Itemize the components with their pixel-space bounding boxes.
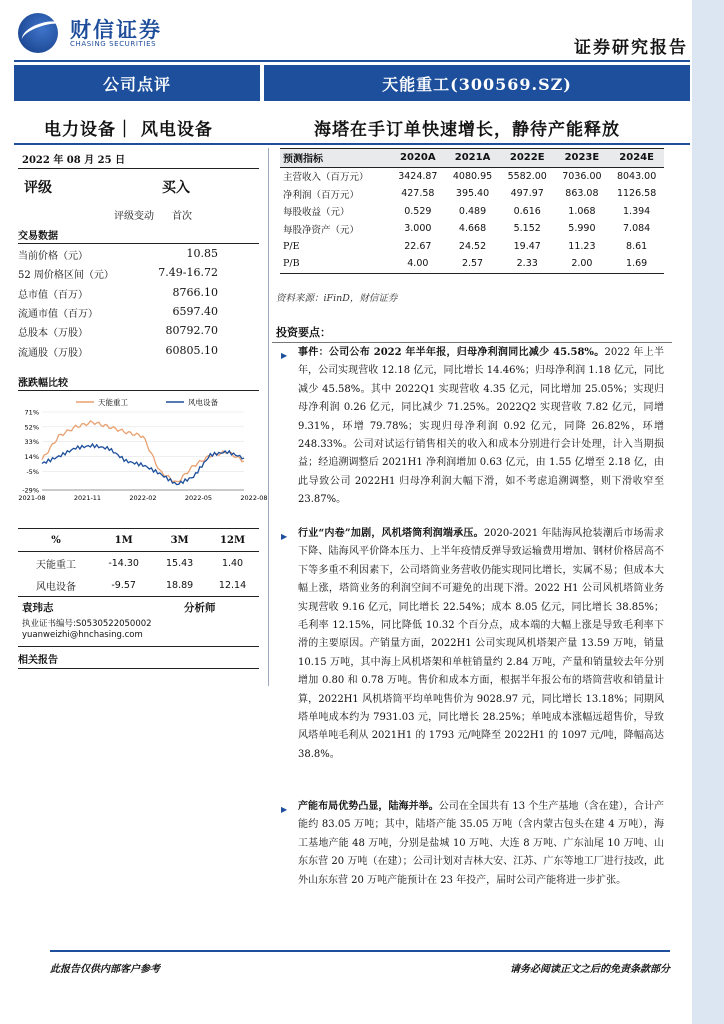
legend-label: 天能重工 xyxy=(98,398,128,407)
highlight-paragraph xyxy=(298,525,664,764)
analyst-role: 分析师 xyxy=(184,602,216,614)
trading-data-label: 流通市值（百万） xyxy=(18,308,98,320)
forecast-value: 5.990 xyxy=(568,223,596,235)
bullet-icon: ▶ xyxy=(281,351,288,360)
performance-value: 18.89 xyxy=(166,579,194,591)
company-logo-icon xyxy=(18,13,58,53)
forecast-value: 7.084 xyxy=(623,223,651,235)
performance-header-cell: 12M xyxy=(220,534,246,546)
forecast-value: 497.97 xyxy=(510,188,544,200)
x-tick-label: 2022-05 xyxy=(184,494,213,502)
report-category-band: 公司点评 xyxy=(14,65,260,101)
forecast-value: 2.57 xyxy=(461,258,484,270)
trading-data-value: 8766.10 xyxy=(172,285,218,299)
performance-name: 天能重工 xyxy=(36,559,77,571)
forecast-header-cell: 2024E xyxy=(619,152,654,164)
footer-disclaimer-left: 此报告仅供内部客户参考 xyxy=(50,964,160,975)
performance-name: 风电设备 xyxy=(36,581,77,593)
forecast-row xyxy=(280,185,664,203)
forecast-value: 8043.00 xyxy=(616,170,657,182)
performance-chart-title: 涨跌幅比较 xyxy=(18,378,68,389)
forecast-metric-label: 每股收益（元） xyxy=(283,207,350,219)
logo-english-text: CHASING SECURITIES xyxy=(70,40,157,48)
analyst-license: 执业证书编号:S0530522050002 xyxy=(22,619,152,629)
trading-data-value: 10.85 xyxy=(186,247,218,260)
trading-data-label: 当前价格（元） xyxy=(18,251,88,262)
decorative-side-strip xyxy=(692,0,724,1024)
related-reports-title: 相关报告 xyxy=(18,655,58,666)
performance-value: 15.43 xyxy=(166,557,194,569)
forecast-value: 3.000 xyxy=(404,223,432,235)
forecast-header-cell: 2020A xyxy=(400,152,436,164)
trading-data-label: 52 周价格区间（元） xyxy=(18,270,114,282)
forecast-metric-label: 净利润（百万元） xyxy=(283,189,360,201)
performance-header-cell: % xyxy=(51,534,61,546)
analyst-email[interactable]: yuanweizhi@hnchasing.com xyxy=(22,630,143,640)
forecast-header-cell: 预测指标 xyxy=(283,154,323,166)
footer-divider xyxy=(50,950,670,952)
forecast-header-cell: 2022E xyxy=(509,152,545,164)
y-tick-label: -29% xyxy=(22,486,39,495)
forecast-value: 0.616 xyxy=(513,205,541,217)
bullet-icon: ▶ xyxy=(281,532,288,541)
trading-data-label: 流通股（万股） xyxy=(18,347,88,359)
rating-label: 评级 xyxy=(24,180,52,196)
highlight-body: 2022 年上半年，公司实现营收 12.18 亿元，同比增长 14.46%；归母净利润 1.18 亿元，同比减少 45.58%。其中 2022Q1 实现营收 4.35 亿元，同比增加 25.05%；实现归母净利润 0.26 亿元，同比减少 71.25%。2022Q2 实现营收 7.82 亿元，同增 9.31%，环增 79.78%；实现归母净利润 0.92 亿元，同降 26.82%，环增 248.33%。公司对试运行销售相关的收入和成本分别进行会计处理，计入当期损益；经追溯调整后 2021H1 净利润增加 0.63 亿元，由 1.55 亿增至 2.18 亿，由此导致公司 2022H1 归母净利润大幅下滑，如不考虑追溯调整，则下滑收窄至 23.87%。 xyxy=(298,347,664,506)
forecast-value: 22.67 xyxy=(404,240,432,252)
forecast-metric-label: 每股净资产（元） xyxy=(283,224,360,236)
forecast-row xyxy=(280,167,664,185)
x-tick-label: 2022-02 xyxy=(129,494,157,502)
data-source: 资料来源：iFinD，财信证券 xyxy=(276,293,398,304)
forecast-value: 5582.00 xyxy=(507,170,547,182)
forecast-value: 5.152 xyxy=(513,223,541,235)
y-tick-label: 33% xyxy=(24,438,39,447)
forecast-value: 2.00 xyxy=(571,258,593,270)
forecast-value: 1.068 xyxy=(568,205,596,217)
forecast-row xyxy=(280,220,664,238)
forecast-value: 8.61 xyxy=(626,240,648,252)
performance-value: 12.14 xyxy=(218,579,247,591)
performance-header-cell: 3M xyxy=(170,534,189,546)
series-line-2 xyxy=(42,444,244,485)
forecast-value: 3424.87 xyxy=(398,170,438,182)
highlight-body: 公司在全国共有 13 个生产基地（含在建），合计产能约 83.05 万吨；其中，陆塔产能 35.05 万吨（含内蒙古包头在建 4 万吨），海工基地产能 48 万吨，分别是盐城 10 万吨、大连 8 万吨、广东汕尾 10 万吨、山东东营 20 万吨（在建）；公司计划对吉林大安、江苏、广东等地工厂进行技改，此外山东东营 20 万吨产能预计在 23 年投产，届时公司产能将进一步扩张。 xyxy=(298,801,664,886)
analyst-name: 袁玮志 xyxy=(22,602,54,614)
y-tick-label: 71% xyxy=(24,408,39,417)
x-tick-label: 2021-08 xyxy=(18,494,46,502)
performance-row xyxy=(18,552,259,575)
y-tick-label: -5% xyxy=(26,467,39,476)
rating-change-value: 首次 xyxy=(172,211,192,222)
company-ticker-band: 天能重工(300569.SZ) xyxy=(264,65,690,101)
trading-data-value: 80792.70 xyxy=(165,324,218,338)
report-title: 海塔在手订单快速增长，静待产能释放 xyxy=(314,120,620,140)
forecast-value: 1.69 xyxy=(626,258,648,270)
highlight-paragraph xyxy=(298,344,664,510)
trading-data-value: 7.49-16.72 xyxy=(158,266,218,280)
performance-value: -14.30 xyxy=(108,557,139,569)
x-tick-label: 2021-11 xyxy=(73,494,102,502)
forecast-value: 4080.95 xyxy=(452,170,493,182)
y-tick-label: 52% xyxy=(24,423,39,432)
trading-data-title: 交易数据 xyxy=(18,231,58,242)
forecast-row xyxy=(280,238,664,256)
trading-data-label: 总股本（万股） xyxy=(18,328,88,340)
investment-highlights-title: 投资要点： xyxy=(276,326,331,339)
highlight-body: 2020-2021 年陆海风抢装潮后市场需求下降、陆海风平价降本压力、上半年疫情反弹导致运输费用增加、钢材价格居高不下等多重不利因素下，公司塔筒业务营收仍能实现同比增长，实属不易；但成本大幅上涨，塔筒业务的利润空间不可避免的出现下滑。2022 H1 公司风机塔筒业务实现营收 9.16 亿元，同比增长 22.54%；成本 8.05 亿元，同比增长 38.85%；毛利率 12.15%，同比降低 10.32 个百分点，成本端的大幅上涨是导致毛利率下滑的主要原因。产销量方面，2022H1 公司实现风机塔架产量 13.59 万吨，销量 10.15 万吨，其中海上风机塔架和单桩销量约 2.84 万吨，产量和销量较去年分别增加 0.80 和 0.78 万吨。售价和成本方面，根据半年报公布的塔筒营收和销量计算，2022H1 风机塔筒平均单吨售价为 9028.97 元，同比增长 13.18%；同期风塔单吨成本约为 7931.03 元，同比增长 28.25%；单吨成本涨幅远超售价，导致风塔单吨毛利从 2021H1 的 1793 元/吨降至 2022H1 的 1097 元/吨，降幅高达 38.8%。 xyxy=(298,528,664,760)
performance-table xyxy=(18,528,259,597)
performance-value: -9.57 xyxy=(111,579,136,591)
forecast-value: 0.529 xyxy=(404,205,432,217)
performance-row xyxy=(18,574,259,597)
y-tick-label: 14% xyxy=(24,452,39,461)
footer-disclaimer-right: 请务必阅读正文之后的免责条款部分 xyxy=(510,964,670,975)
legend-label: 风电设备 xyxy=(188,398,218,407)
forecast-value: 7036.00 xyxy=(562,170,602,182)
rating-value: 买入 xyxy=(162,180,190,196)
performance-line-chart xyxy=(14,392,268,512)
performance-value: 1.40 xyxy=(221,557,244,569)
forecast-metric-label: 主营收入（百万元） xyxy=(283,172,369,184)
forecast-value: 0.489 xyxy=(458,205,487,217)
highlight-heading: 行业“内卷”加剧，风机塔筒利润端承压。 xyxy=(298,528,484,539)
forecast-value: 1.394 xyxy=(623,205,651,217)
x-tick-label: 2022-08 xyxy=(240,494,268,502)
forecast-value: 427.58 xyxy=(401,188,435,200)
logo-text: 财信证券 xyxy=(70,18,162,42)
forecast-row xyxy=(280,255,664,273)
forecast-value: 24.52 xyxy=(458,240,487,252)
highlight-paragraph xyxy=(298,798,664,890)
forecast-value: 395.40 xyxy=(455,188,490,200)
title-divider xyxy=(14,143,690,145)
performance-header-cell: 1M xyxy=(114,534,133,546)
forecast-header-cell: 2023E xyxy=(564,152,600,164)
forecast-value: 4.668 xyxy=(458,223,487,235)
forecast-row xyxy=(280,203,664,221)
highlights-divider xyxy=(272,342,672,343)
forecast-value: 2.33 xyxy=(516,258,538,270)
forecast-metric-label: P/E xyxy=(283,240,300,252)
report-date: 2022 年 08 月 25 日 xyxy=(22,155,126,166)
forecast-metric-label: P/B xyxy=(283,258,300,270)
highlight-heading: 事件：公司公布 2022 年半年报，归母净利润同比减少 45.58%。 xyxy=(298,347,605,358)
forecast-value: 19.47 xyxy=(513,240,541,252)
series-line-1 xyxy=(42,421,244,482)
trading-data-label: 总市值（百万） xyxy=(18,289,88,301)
sector-label: 电力设备｜ 风电设备 xyxy=(44,120,213,140)
rating-change-label: 评级变动 xyxy=(114,211,154,222)
bullet-icon: ▶ xyxy=(281,805,288,814)
forecast-value: 4.00 xyxy=(407,258,429,270)
report-type: 证券研究报告 xyxy=(574,38,688,58)
column-divider xyxy=(268,148,269,686)
header-divider xyxy=(14,60,690,62)
forecast-header-cell: 2021A xyxy=(454,152,491,164)
forecast-value: 1126.58 xyxy=(616,188,657,200)
highlight-heading: 产能布局优势凸显，陆海并举。 xyxy=(298,801,439,812)
forecast-value: 11.23 xyxy=(568,240,596,252)
trading-data-value: 6597.40 xyxy=(172,304,218,318)
forecast-value: 863.08 xyxy=(565,188,599,200)
trading-data-value: 60805.10 xyxy=(165,343,218,357)
forecast-table xyxy=(280,148,664,274)
